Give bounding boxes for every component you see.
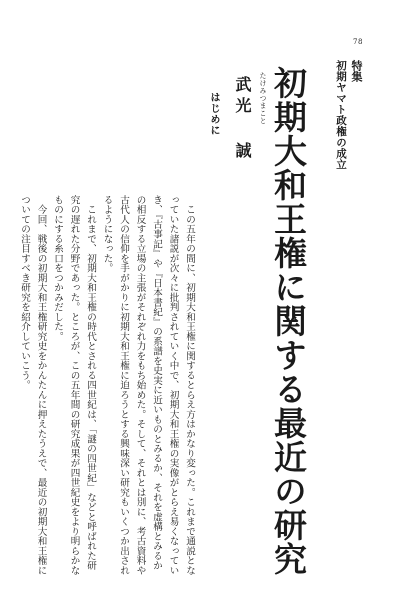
page-number: 78: [353, 38, 363, 46]
paragraph: これまで、初期大和王権の時代とされる四世紀は、「謎の四世紀」などと呼ばれた研究の遅れた分野であった。ところが、この五年間の研究成果が四世紀史をより明らかなものにする糸口をつかみだした。: [52, 195, 96, 576]
article-title: 初期大和王権に関する最近の研究: [269, 66, 308, 576]
author-reading: たけみつまこと: [259, 72, 267, 125]
body-text: [19, 195, 197, 579]
paragraph: 今回、戦後の初期大和王権研究史をかんたんに押えたうえで、最近の初期大和王権についての注目すべき研究を紹介していこう。: [19, 195, 47, 576]
paragraph: この五年の間に、初期大和王権に関するとらえ方はかなり変った。これまで通説となっていた諸説が次々に批判されていく中で、初期大和王権の実像がとらえ易くなっていき、『古事記』や『日本書紀』の系譜を史実に近いものとみるか、それを虚構とみるかの相反する立場の主張がそれぞれ力をもち始めた。そして、それとは別に、考古資料や古代人の信仰を手がかりに初期大和王権に迫ろうとする興味深い研究もいくつか出されるようになった。: [101, 195, 195, 576]
feature-label: 特集: [350, 60, 363, 82]
section-heading: はじめに: [208, 92, 219, 136]
author-name: 武光 誠: [233, 76, 252, 163]
feature-subtitle: 初期ヤマト政権の成立: [335, 60, 347, 170]
